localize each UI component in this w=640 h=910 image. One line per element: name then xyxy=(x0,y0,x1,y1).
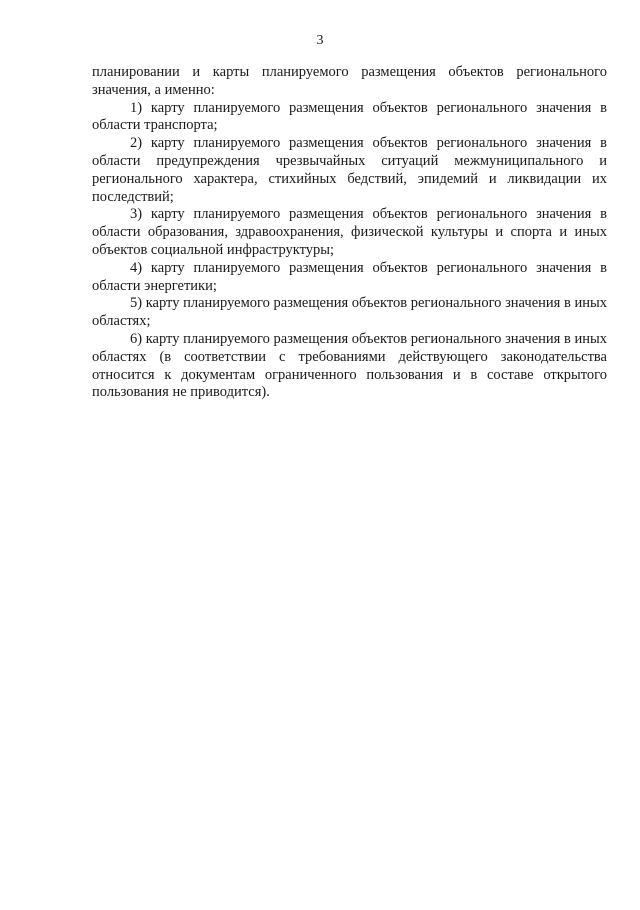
paragraph-intro: планировании и карты планируемого размещения объектов регионального значения, а именно: xyxy=(92,64,607,98)
list-item-5: 5) карту планируемого размещения объектов регионального значения в иных областях; xyxy=(92,295,607,330)
document-body xyxy=(92,64,607,402)
list-item-6: 6) карту планируемого размещения объектов регионального значения в иных областях (в соответствии с требованиями действующего законодательства относится к документам ограниченного пользования и в составе открытого пользования не приводится). xyxy=(92,330,607,401)
list-item-2: 2) карту планируемого размещения объектов регионального значения в области предупреждения чрезвычайных ситуаций межмуниципального и регионального характера, стихийных бедствий, эпидемий и ликвидации их последствий; xyxy=(92,135,607,205)
list-item-1: 1) карту планируемого размещения объектов регионального значения в области транспорта; xyxy=(92,99,607,134)
page-number: 3 xyxy=(316,33,324,48)
list-item-3: 3) карту планируемого размещения объектов регионального значения в области образования, здравоохранения, физической культуры и спорта и иных объектов социальной инфраструктуры; xyxy=(92,206,607,258)
list-item-4: 4) карту планируемого размещения объектов регионального значения в области энергетики; xyxy=(92,259,607,294)
